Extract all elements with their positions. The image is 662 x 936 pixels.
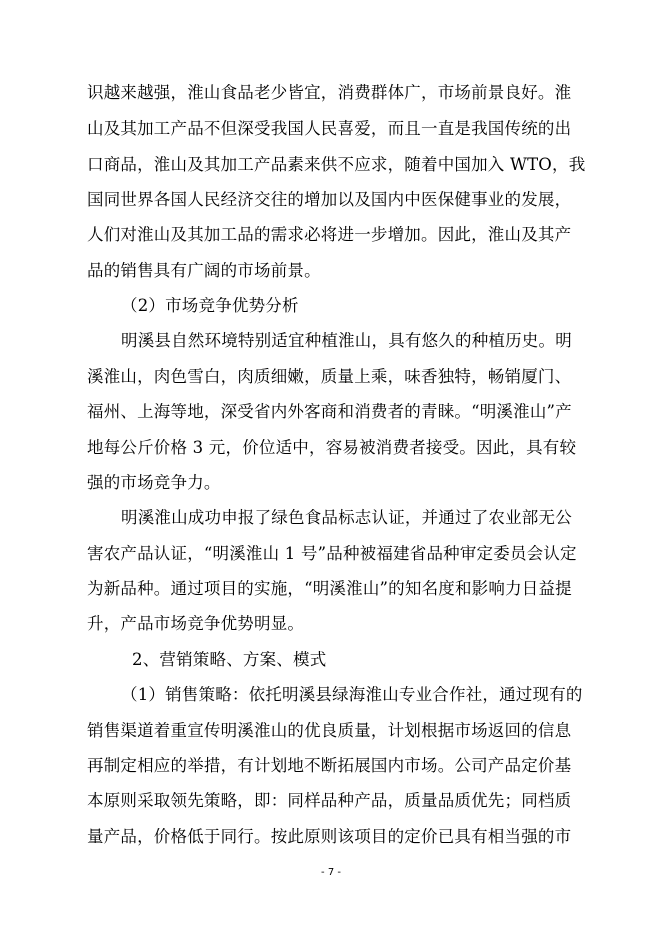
body-text-line: 国同世界各国人民经济交往的增加以及国内中医保健事业的发展， bbox=[87, 190, 572, 209]
body-text-line: 为新品种。通过项目的实施，“明溪淮山”的知名度和影响力日益提 bbox=[87, 579, 572, 598]
body-text-line: 福州、上海等地，深受省内外客商和消费者的青睐。“明溪淮山”产 bbox=[87, 402, 572, 421]
body-text-line: 销售渠道着重宣传明溪淮山的优良质量，计划根据市场返回的信息 bbox=[87, 721, 572, 740]
section-heading: （2）市场竞争优势分析 bbox=[121, 296, 299, 315]
body-text-line: （1）销售策略：依托明溪县绿海淮山专业合作社，通过现有的 bbox=[121, 685, 583, 704]
body-text-line: 溪淮山，肉色雪白，肉质细嫩，质量上乘，味香独特，畅销厦门、 bbox=[87, 367, 572, 386]
body-text-line: 明溪县自然环境特别适宜种植淮山，具有悠久的种植历史。明 bbox=[121, 331, 572, 350]
body-text-line: 量产品，价格低于同行。按此原则该项目的定价已具有相当强的市 bbox=[87, 827, 572, 846]
body-text-line: 强的市场竞争力。 bbox=[87, 473, 221, 492]
page-number: - 7 - bbox=[321, 867, 341, 878]
body-text-line: 地每公斤价格 3 元，价位适中，容易被消费者接受。因此，具有较 bbox=[87, 438, 577, 457]
body-text-line: 识越来越强，淮山食品老少皆宜，消费群体广，市场前景良好。淮 bbox=[87, 83, 572, 102]
body-text-line: 本原则采取领先策略，即：同样品种产品，质量品质优先；同档质 bbox=[87, 791, 572, 810]
body-text-line: 升，产品市场竞争优势明显。 bbox=[87, 614, 305, 633]
body-text-line: 明溪淮山成功申报了绿色食品标志认证，并通过了农业部无公 bbox=[121, 508, 572, 527]
body-text-line: 人们对淮山及其加工品的需求必将进一步增加。因此，淮山及其产 bbox=[87, 225, 572, 244]
section-heading: 2、营销策略、方案、模式 bbox=[132, 650, 327, 669]
body-text-line: 山及其加工产品不但深受我国人民喜爱，而且一直是我国传统的出 bbox=[87, 119, 572, 138]
body-text-line: 口商品，淮山及其加工产品素来供不应求，随着中国加入 WTO，我 bbox=[87, 155, 586, 174]
body-text-line: 再制定相应的举措，有计划地不断拓展国内市场。公司产品定价基 bbox=[87, 756, 572, 775]
body-text-line: 品的销售具有广阔的市场前景。 bbox=[87, 261, 321, 280]
body-text-line: 害农产品认证，“明溪淮山 1 号”品种被福建省品种审定委员会认定 bbox=[87, 544, 577, 563]
